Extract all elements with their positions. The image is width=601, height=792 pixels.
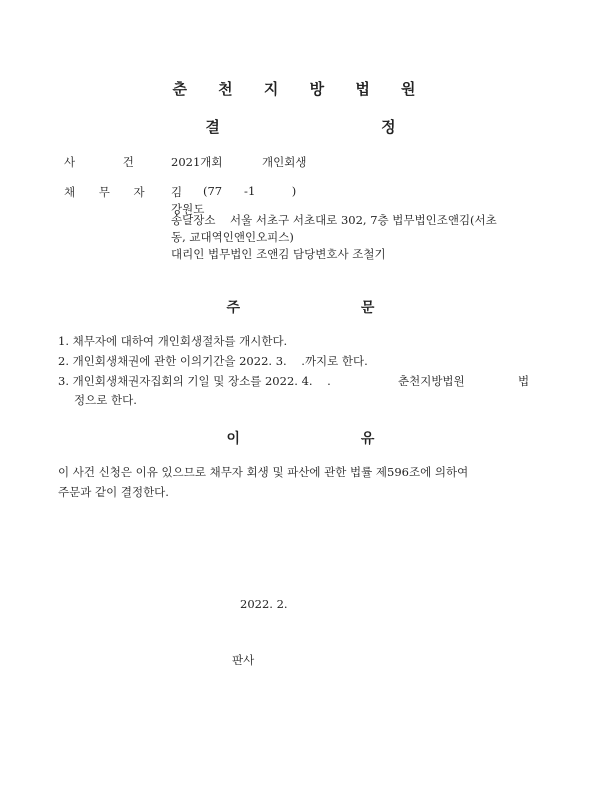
order-item-3-place: 춘천지방법원 bbox=[398, 374, 465, 388]
decision-date: 2022. 2. bbox=[240, 597, 288, 611]
case-type: 개인회생 bbox=[262, 155, 307, 169]
debtor-region: 강원도 bbox=[171, 202, 205, 216]
service-place-label: 송달장소 bbox=[171, 213, 216, 227]
order-item-2: 2. 개인회생채권에 관한 이의기간을 2022. 3. .까지로 한다. bbox=[58, 354, 368, 368]
order-heading: 주 문 bbox=[226, 300, 433, 316]
order-item-3-continuation: 정으로 한다. bbox=[74, 393, 137, 407]
reason-line-2: 주문과 같이 결정한다. bbox=[58, 485, 169, 499]
court-name: 춘 천 지 방 법 원 bbox=[172, 80, 429, 98]
judge-label: 판사 bbox=[232, 653, 255, 667]
reason-heading: 이 유 bbox=[226, 431, 433, 447]
order-item-3: 3. 개인회생채권자집회의 기일 및 장소를 2022. 4. . bbox=[58, 374, 331, 388]
case-label: 사 건 bbox=[64, 155, 134, 169]
service-place-address: 서울 서초구 서초대로 302, 7층 법무법인조앤김(서초 bbox=[230, 213, 497, 227]
debtor-representative: 대리인 법무법인 조앤김 담당변호사 조철기 bbox=[171, 247, 386, 261]
service-place-address-cont: 동, 교대역인앤인오피스) bbox=[171, 230, 294, 244]
order-item-3-end: 법 bbox=[518, 374, 530, 388]
case-number: 2021개회 bbox=[171, 155, 223, 169]
debtor-name: 김 bbox=[171, 185, 183, 199]
debtor-label: 채 무 자 bbox=[64, 185, 145, 199]
document-type-title: 결 정 bbox=[205, 118, 474, 136]
order-item-1: 1. 채무자에 대하여 개인회생절차를 개시한다. bbox=[58, 334, 288, 348]
debtor-id-number: (77 -1 ) bbox=[203, 184, 297, 198]
reason-line-1: 이 사건 신청은 이유 있으므로 채무자 회생 및 파산에 관한 법률 제596조에 의하여 bbox=[58, 465, 469, 479]
